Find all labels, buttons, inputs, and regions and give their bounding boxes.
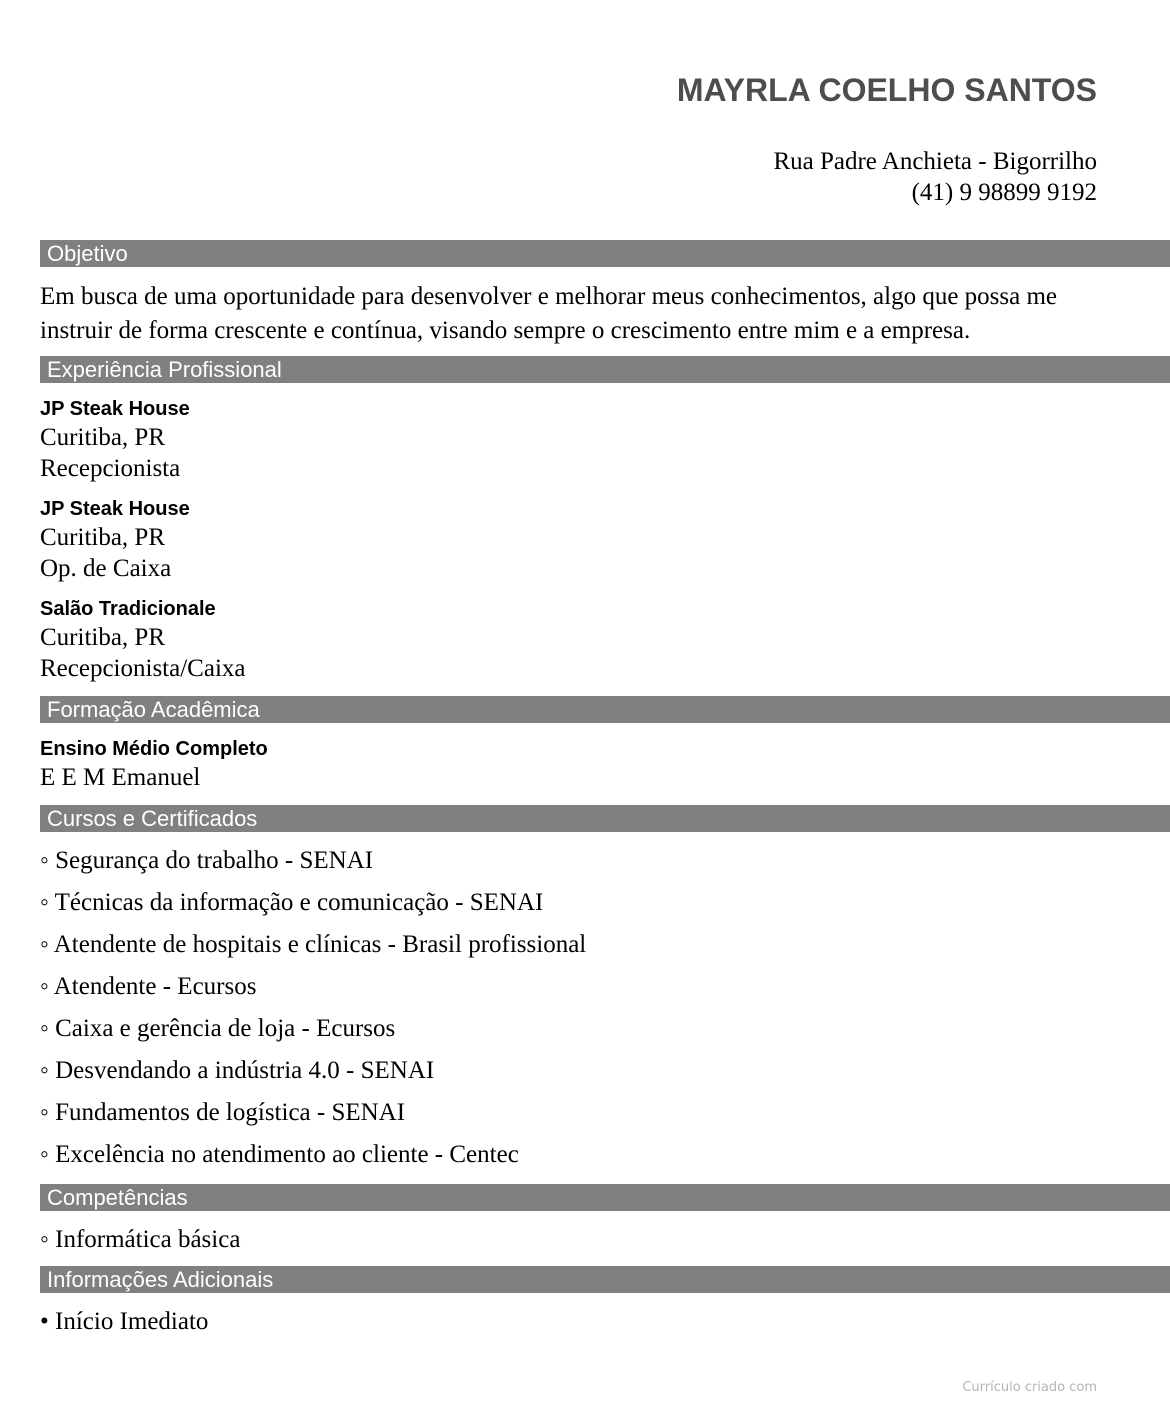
objetivo-text: Em busca de uma oportunidade para desenvolver e melhorar meus conhecimentos, algo que possa me instruir de forma crescente e contínua, visando sempre o crescimento entre mim e a empresa. <box>40 283 1058 344</box>
list-item: ◦ Excelência no atendimento ao cliente - Centec <box>40 1141 519 1168</box>
education-entry <box>40 736 1100 793</box>
section-title-formacao: Formação Acadêmica <box>40 696 1170 723</box>
list-item: ◦ Segurança do trabalho - SENAI <box>40 847 374 874</box>
candidate-name: MAYRLA COELHO SANTOS <box>676 72 1097 108</box>
section-title-experiencia: Experiência Profissional <box>40 356 1170 383</box>
phone: (41) 9 98899 9192 <box>911 179 1097 206</box>
job-company: JP Steak House <box>40 398 190 420</box>
contact-info <box>677 146 1097 208</box>
list-item: ◦ Fundamentos de logística - SENAI <box>40 1099 406 1126</box>
resume-header <box>677 70 1097 208</box>
job-role: Recepcionista/Caixa <box>40 655 246 682</box>
job-company: JP Steak House <box>40 498 190 520</box>
job-role: Recepcionista <box>40 455 181 482</box>
list-item: ◦ Técnicas da informação e comunicação - SENAI <box>40 889 544 916</box>
job-role: Op. de Caixa <box>40 555 172 582</box>
education-school: E E M Emanuel <box>40 764 201 791</box>
list-item: ◦ Informática básica <box>40 1226 241 1253</box>
section-title-adicionais: Informações Adicionais <box>40 1266 1170 1293</box>
section-title-competencias: Competências <box>40 1184 1170 1211</box>
job-location: Curitiba, PR <box>40 624 166 651</box>
list-item: • Início Imediato <box>40 1308 209 1335</box>
job-entry <box>40 596 1100 684</box>
list-item: ◦ Desvendando a indústria 4.0 - SENAI <box>40 1057 435 1084</box>
job-entry <box>40 396 1100 484</box>
job-company: Salão Tradicionale <box>40 598 216 620</box>
cursos-list <box>40 840 1100 1176</box>
competencias-list <box>40 1219 1100 1261</box>
job-location: Curitiba, PR <box>40 524 166 551</box>
list-item: ◦ Atendente de hospitais e clínicas - Brasil profissional <box>40 931 587 958</box>
adicionais-list <box>40 1301 1100 1343</box>
list-item: ◦ Atendente - Ecursos <box>40 973 257 1000</box>
section-title-objetivo: Objetivo <box>40 240 1170 267</box>
job-location: Curitiba, PR <box>40 424 166 451</box>
section-title-cursos: Cursos e Certificados <box>40 805 1170 832</box>
address: Rua Padre Anchieta - Bigorrilho <box>773 148 1097 175</box>
objetivo-content <box>40 280 1100 348</box>
job-entry <box>40 496 1100 584</box>
footer-credit: Currículo criado com <box>962 1380 1097 1395</box>
education-degree: Ensino Médio Completo <box>40 738 268 760</box>
list-item: ◦ Caixa e gerência de loja - Ecursos <box>40 1015 396 1042</box>
